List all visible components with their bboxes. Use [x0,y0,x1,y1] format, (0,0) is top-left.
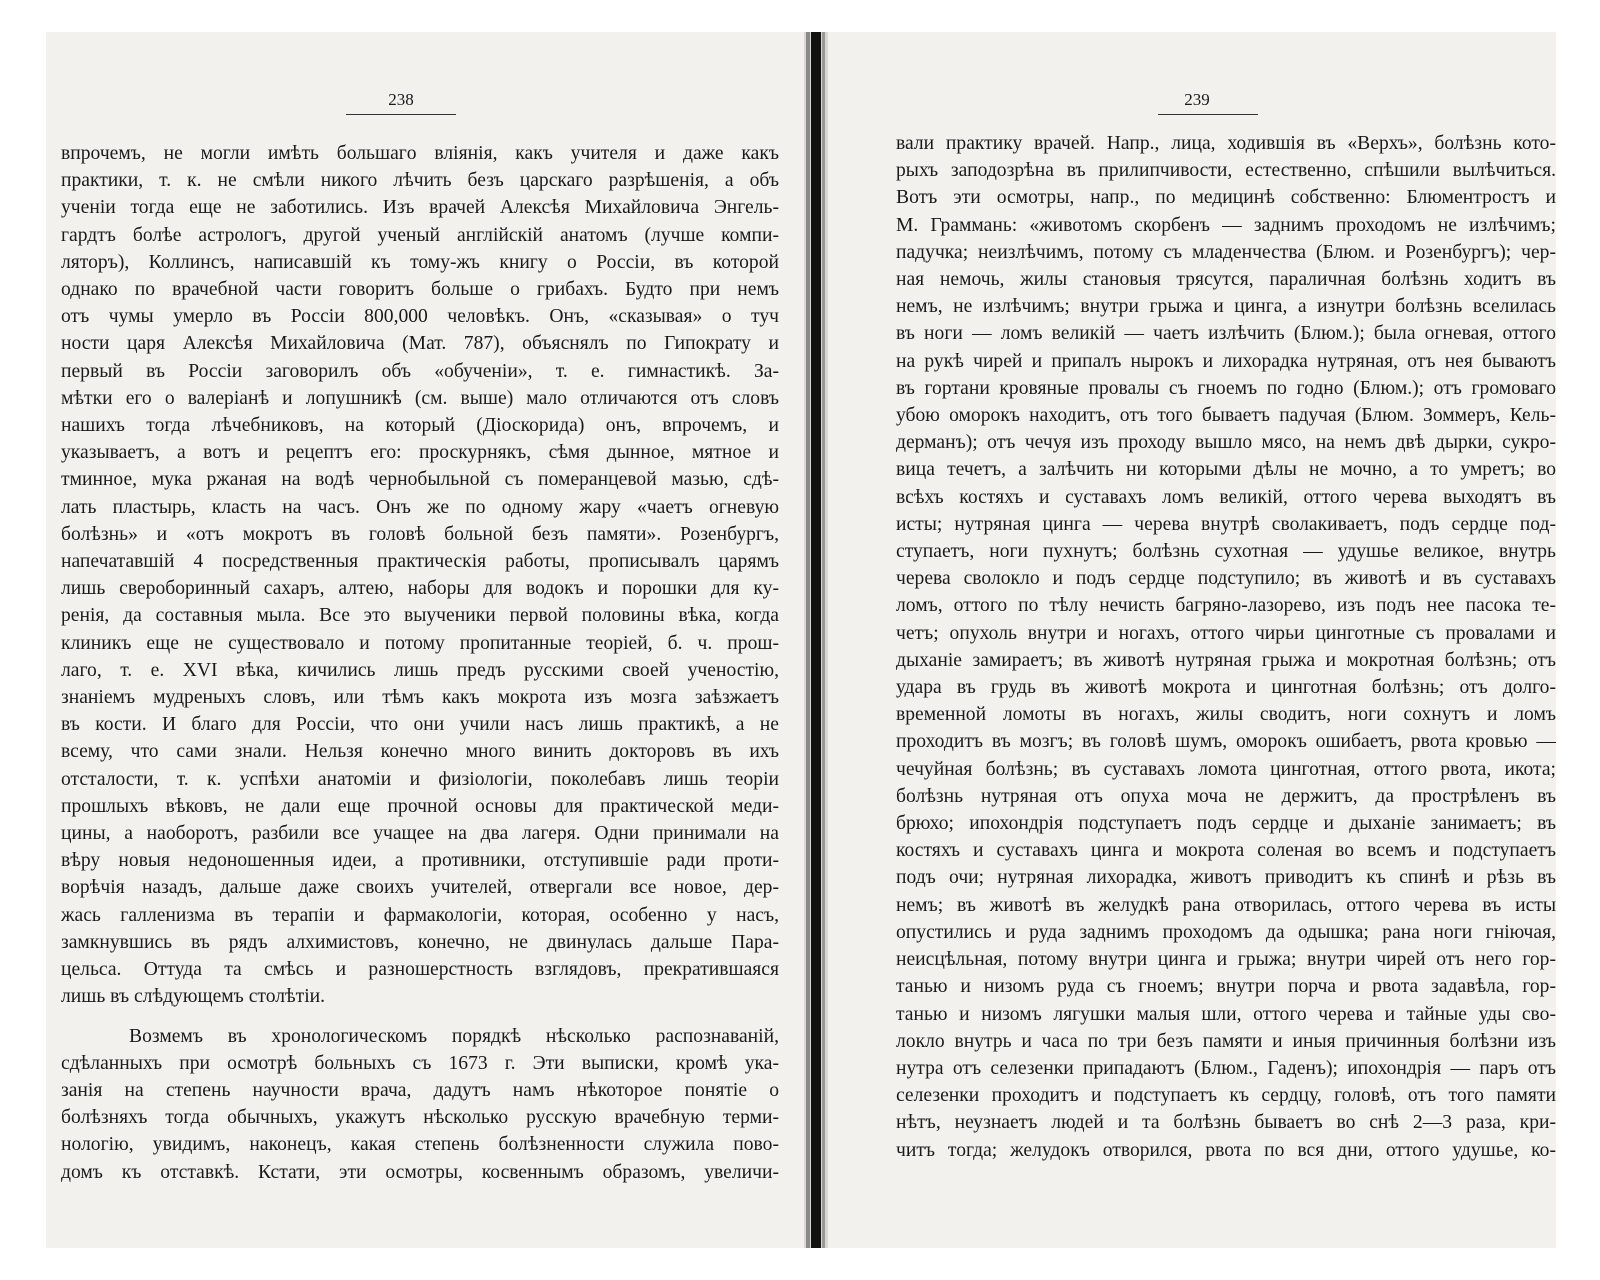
text-line: цины, а наоборотъ, разбили все учащее на два лагеря. Одни принимали на [61,823,779,845]
page-number-238: 238 [388,90,414,109]
text-line: сдѣланныхъ при осмотрѣ больныхъ съ 1673 г. Эти выписки, кромѣ ука- [61,1052,779,1074]
text-line: замкнувшись въ рядъ алхимистовъ, конечно, не двинулась дальше Пара- [61,931,779,953]
text-line: всему, что сами знали. Нельзя конечно много винить докторовъ въ ихъ [61,741,779,763]
text-line: нашихъ тогда лѣчебниковъ, на который (Діоскорида) онъ, впрочемъ, и [61,415,779,437]
text-line: брюхо; ипохондрія подступаетъ подъ сердце и дыханіе занимаетъ; въ [896,813,1556,835]
text-line: ученіи тогда еще не заботились. Изъ врачей Алексѣя Михайловича Энгель- [61,197,779,219]
text-line: М. Граммань: «животомъ скорбенъ — заднимъ проходомъ не излѣчимъ; [896,214,1556,236]
text-line: Вотъ эти осмотры, напр., по медицинѣ собственно: Блюментростъ и [896,187,1556,209]
text-line: ная немочь, жилы становыя трясутся, параличная болѣзнь ходитъ въ [896,269,1556,291]
page-number-rule [346,114,456,115]
text-line: ступаетъ, ноги пухнутъ; болѣзнь сухотная — удушье великое, внутрь [896,541,1556,563]
text-line: селезенки проходитъ и подступаетъ къ сердцу, головѣ, отъ того памяти [896,1085,1556,1107]
text-line: первый въ Россіи заговорилъ объ «обученіи», т. е. гимнастикѣ. За- [61,360,779,382]
text-line: удара въ грудь въ животѣ мокрота и цинготная болѣзнь; отъ долго- [896,677,1556,699]
page-number-rule [1158,114,1258,115]
text-line: прошлыхъ вѣковъ, не дали еще прочной основы для практической меди- [61,795,779,817]
text-line: практики, т. к. не смѣли никого лѣчить безъ царскаго разрѣшенія, а объ [61,170,779,192]
text-line: нологію, увидимъ, наконецъ, какая степень болѣзненности служила пово- [61,1134,779,1156]
text-line: ренія, да составныя мыла. Все это выученики первой половины вѣка, когда [61,605,779,627]
text-line: мѣтки его о валеріанѣ и лопушникѣ (см. выше) мало отличаются отъ словъ [61,387,779,409]
text-line: указываетъ, а вотъ и рецептъ его: проскурнякъ, сѣмя дынное, мятное и [61,442,779,464]
text-line: чечуйная болѣзнь; въ суставахъ ломота цинготная, оттого рвота, икота; [896,758,1556,780]
text-line: болѣзнь нутряная отъ опуха моча не держитъ, да прострѣленъ въ [896,785,1556,807]
text-line: нѣтъ, неузнаетъ людей и та болѣзнь бываетъ во снѣ 2—3 раза, кри- [896,1112,1556,1134]
text-line: черева сволокло и подъ сердце подступило; въ животѣ и въ суставахъ [896,568,1556,590]
text-line: убою оморокъ находитъ, отъ того бываетъ падучая (Блюм. Зоммеръ, Кель- [896,405,1556,427]
text-line: жась галленизма въ терапіи и фармакологіи, которая, особенно у насъ, [61,904,779,926]
text-line: болѣзнь» и «отъ мокротъ въ головѣ больной безъ памяти». Розенбургъ, [61,523,779,545]
left-page [46,32,804,1248]
text-line: въ кости. И благо для Россіи, что они учили насъ лишь практикѣ, а не [61,714,779,736]
text-line: лишь въ слѣдующемъ столѣтіи. [61,986,326,1008]
text-line: гардтъ болѣе астрологъ, другой ученый англійскій анатомъ (лучше компи- [61,224,779,246]
text-line: занія на степень научности врача, дадутъ намъ нѣкоторое понятіе о [61,1079,779,1101]
text-line: танью и низомъ руда съ гноемъ; внутри порча и рвота задавѣла, гор- [896,976,1556,998]
text-line: напечатавшій 4 посредственныя практическія работы, прописывалъ царямъ [61,551,779,573]
text-line: дыханіе замираетъ; въ животѣ нутряная грыжа и мокротная болѣзнь; отъ [896,649,1556,671]
text-line: ворѣчія назадъ, дальше даже своихъ учителей, отвергали все новое, дер- [61,877,779,899]
gutter-edge [806,32,810,1248]
text-line: вали практику врачей. Напр., лица, ходившія въ «Верхъ», болѣзнь кото- [896,133,1556,154]
text-line: однако по врачебной части говоритъ больше о грибахъ. Будто при немъ [61,279,779,301]
text-line: падучка; неизлѣчимъ, потому съ младенчества (Блюм. и Розенбургъ); чер- [896,241,1556,263]
gutter-edge [822,32,825,1248]
paragraph-gap [61,1011,779,1023]
right-page-text [896,130,1556,1164]
text-line: Возмемъ въ хронологическомъ порядкѣ нѣсколько распознаваній, [129,1025,779,1047]
text-line: временной ломоты въ ногахъ, жилы сводитъ, ноги сохнутъ и ломъ [896,704,1556,726]
text-line: танью и низомъ лягушки малыя шли, оттого черева и тайные уды сво- [896,1003,1556,1025]
text-line: клиникъ еще не существовало и потому пропитанные теоріей, б. ч. прош- [61,632,779,654]
text-line: ломъ, оттого по тѣлу нечисть багряно-лазорево, изъ подъ нее пасока те- [896,595,1556,617]
text-line: немъ, не излѣчимъ; внутри грыжа и цинга, а изнутри болѣзнь вселилась [896,296,1556,318]
text-line: впрочемъ, не могли имѣть большагo вліянія, какъ учителя и даже какъ [61,143,779,164]
text-line: локло внутрь и часа по три безъ памяти и иныя причинныя болѣзни изъ [896,1030,1556,1052]
text-line: исты; нутряная цинга — черева внутрѣ сволакиваетъ, подъ сердце под- [896,513,1556,535]
text-line: рыхъ заподозрѣна въ прилипчивости, естественно, спѣшили вылѣчиться. [896,160,1556,182]
text-line: опустились и руда заднимъ проходомъ да одышка; рана ноги гніючая, [896,921,1556,943]
text-line: дерманъ); отъ чечуя изъ проходу вышло мясо, на немъ двѣ дырки, сукро- [896,432,1556,454]
page-number-239: 239 [1184,90,1210,109]
right-page [828,32,1556,1248]
text-line: болѣзняхъ тогда обычныхъ, укажутъ нѣсколько русскую врачебную терми- [61,1107,779,1129]
text-line: нутра отъ селезенки припадаютъ (Блюм., Гаденъ); ипохондрія — паръ отъ [896,1057,1556,1079]
text-line: немъ; въ животѣ въ желудкѣ рана отворилась, оттого черева въ исты [896,894,1556,916]
text-line: отсталости, т. к. успѣхи анатоміи и физіологіи, поколебавъ лишь теоріи [61,768,779,790]
gutter-shadow [811,32,821,1248]
text-line: на рукѣ чирей и припалъ нырокъ и лихорадка нутряная, отъ нея бываютъ [896,350,1556,372]
text-line: читъ тогда; желудокъ отворился, рвота по вся дни, оттого удушье, ко- [896,1139,1556,1161]
text-line: лишь свероборинный сахаръ, алтею, наборы для водокъ и порошки для ку- [61,578,779,600]
text-line: лаго, т. е. XVI вѣка, кичились лишь предъ русскими своей ученостію, [61,659,779,681]
text-line: вѣру новыя недоношенныя идеи, а противники, отступившіе ради проти- [61,850,779,872]
text-line: отъ чумы умерло въ Россіи 800,000 человѣкъ. Онъ, «сказывая» о туч [61,306,779,328]
text-line: тминное, мука ржаная на водѣ чернобыльной съ померанцевой мазью, сдѣ- [61,469,779,491]
text-line: ляторъ), Коллинсъ, написавшій къ тому-жъ книгу о Россіи, въ которой [61,251,779,273]
text-line: лать пластырь, класть на часъ. Онъ же по одному жару «чаетъ огневую [61,496,779,518]
book-scan [46,32,1556,1248]
text-line: цельса. Оттуда та смѣсь и разношерстность взглядовъ, прекратившаяся [61,959,779,981]
text-line: домъ къ отставкѣ. Кстати, эти осмотры, косвеннымъ образомъ, увеличи- [61,1161,779,1183]
book-spine-gutter [804,32,828,1248]
text-line: ности царя Алексѣя Михайловича (Мат. 787), объяснялъ по Гипократу и [61,333,779,355]
left-page-text [61,140,779,1186]
text-line: подъ очи; нутряная лихорадка, животъ приводитъ къ спинѣ и рѣзь въ [896,867,1556,889]
text-line: четъ; опухоль внутри и ногахъ, оттого чирьи цинготные съ провалами и [896,622,1556,644]
text-line: всѣхъ костяхъ и суставахъ ломъ великій, оттого черева выходятъ въ [896,486,1556,508]
text-line: знаніемъ мудреныхъ словъ, или тѣмъ какъ мокрота изъ мозга заѣзжаетъ [61,687,779,709]
text-line: неисцѣльная, потому внутри цинга и грыжа; внутри чирей отъ него гор- [896,949,1556,971]
text-line: проходитъ въ мозгъ; въ головѣ шумъ, оморокъ ошибаетъ, рвота кровью — [896,731,1556,753]
text-line: вица течетъ, а залѣчить ни которыми дѣлы не мочно, а то умретъ; во [896,459,1556,481]
text-line: костяхъ и суставахъ цинга и мокрота соленая во всемъ и подступаетъ [896,840,1556,862]
text-line: въ ноги — ломъ великій — чаетъ излѣчить (Блюм.); была огневая, оттого [896,323,1556,345]
text-line: въ гортани кровяные провалы съ гноемъ по годно (Блюм.); отъ громоваго [896,377,1556,399]
